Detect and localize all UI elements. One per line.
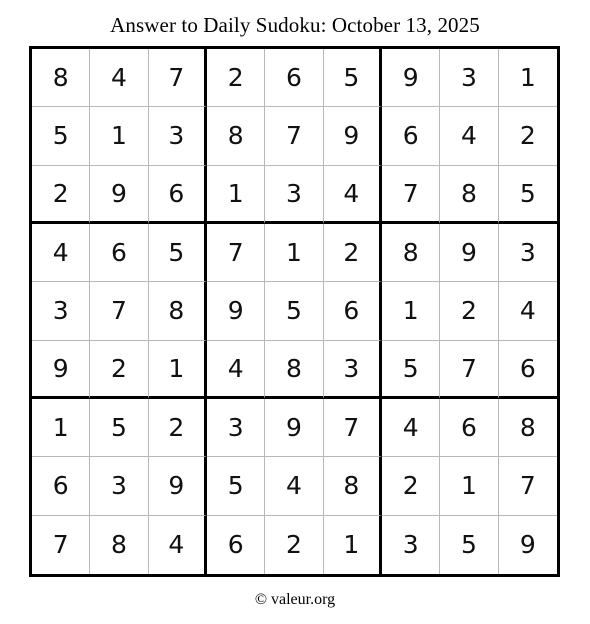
sudoku-cell: 9 <box>324 107 382 165</box>
sudoku-cell: 5 <box>207 457 265 515</box>
sudoku-cell: 7 <box>149 49 207 107</box>
sudoku-cell: 6 <box>149 166 207 224</box>
sudoku-cell: 7 <box>499 457 557 515</box>
sudoku-cell: 3 <box>440 49 498 107</box>
sudoku-cell: 2 <box>149 399 207 457</box>
sudoku-cell: 7 <box>265 107 323 165</box>
sudoku-cell: 9 <box>440 224 498 282</box>
sudoku-cell: 6 <box>207 516 265 574</box>
sudoku-cell: 8 <box>324 457 382 515</box>
footer <box>0 589 590 611</box>
sudoku-cell: 4 <box>499 282 557 340</box>
sudoku-cell: 6 <box>32 457 90 515</box>
sudoku-cell: 1 <box>382 282 440 340</box>
sudoku-cell: 4 <box>207 341 265 399</box>
sudoku-cell: 7 <box>324 399 382 457</box>
sudoku-cell: 8 <box>265 341 323 399</box>
sudoku-cell: 5 <box>32 107 90 165</box>
sudoku-cell: 7 <box>440 341 498 399</box>
sudoku-cell: 8 <box>207 107 265 165</box>
sudoku-cell: 9 <box>207 282 265 340</box>
sudoku-cell: 2 <box>499 107 557 165</box>
sudoku-cell: 7 <box>90 282 148 340</box>
sudoku-cell: 2 <box>207 49 265 107</box>
sudoku-cell: 4 <box>32 224 90 282</box>
sudoku-cell: 3 <box>382 516 440 574</box>
sudoku-cell: 6 <box>324 282 382 340</box>
sudoku-cell: 9 <box>32 341 90 399</box>
sudoku-cell: 1 <box>207 166 265 224</box>
sudoku-cell: 8 <box>32 49 90 107</box>
sudoku-cell: 9 <box>265 399 323 457</box>
sudoku-cell: 2 <box>90 341 148 399</box>
sudoku-cell: 2 <box>440 282 498 340</box>
sudoku-cell: 5 <box>265 282 323 340</box>
sudoku-cell: 7 <box>32 516 90 574</box>
site-link[interactable]: valeur.org <box>271 591 336 608</box>
sudoku-cell: 6 <box>382 107 440 165</box>
sudoku-cell: 9 <box>149 457 207 515</box>
sudoku-cell: 3 <box>207 399 265 457</box>
sudoku-cell: 4 <box>324 166 382 224</box>
sudoku-cell: 1 <box>499 49 557 107</box>
sudoku-cell: 6 <box>265 49 323 107</box>
sudoku-cell: 6 <box>90 224 148 282</box>
sudoku-cell: 3 <box>32 282 90 340</box>
sudoku-cell: 1 <box>324 516 382 574</box>
sudoku-cell: 5 <box>149 224 207 282</box>
sudoku-cell: 8 <box>149 282 207 340</box>
sudoku-cell: 9 <box>519 530 536 560</box>
page-title: Answer to Daily Sudoku: October 13, 2025 <box>110 13 480 37</box>
copyright-icon: © <box>254 591 267 608</box>
sudoku-cell: 1 <box>149 341 207 399</box>
sudoku-cell: 3 <box>499 224 557 282</box>
sudoku-cell: 1 <box>32 399 90 457</box>
sudoku-cell: 4 <box>382 399 440 457</box>
sudoku-cell: 5 <box>90 399 148 457</box>
sudoku-cell: 9 <box>90 166 148 224</box>
sudoku-cell: 4 <box>440 107 498 165</box>
sudoku-grid <box>32 49 557 574</box>
sudoku-cell: 1 <box>90 107 148 165</box>
sudoku-cell: 2 <box>382 457 440 515</box>
sudoku-cell: 8 <box>90 516 148 574</box>
sudoku-cell: 3 <box>90 457 148 515</box>
sudoku-cell: 5 <box>440 516 498 574</box>
sudoku-cell: 2 <box>324 224 382 282</box>
sudoku-cell: 2 <box>32 166 90 224</box>
sudoku-board <box>29 46 560 577</box>
sudoku-cell: 8 <box>440 166 498 224</box>
sudoku-cell: 6 <box>499 341 557 399</box>
sudoku-cell: 8 <box>499 399 557 457</box>
sudoku-cell: 5 <box>324 49 382 107</box>
sudoku-cell: 8 <box>382 224 440 282</box>
sudoku-cell: 9 <box>382 49 440 107</box>
sudoku-cell: 4 <box>149 516 207 574</box>
sudoku-cell: 1 <box>440 457 498 515</box>
sudoku-cell: 3 <box>324 341 382 399</box>
sudoku-cell: 5 <box>382 341 440 399</box>
sudoku-cell: 4 <box>265 457 323 515</box>
sudoku-cell: 1 <box>265 224 323 282</box>
sudoku-cell: 3 <box>149 107 207 165</box>
sudoku-cell: 2 <box>265 516 323 574</box>
sudoku-cell: 7 <box>207 224 265 282</box>
sudoku-cell: 6 <box>440 399 498 457</box>
sudoku-cell: 4 <box>90 49 148 107</box>
sudoku-cell: 5 <box>499 166 557 224</box>
sudoku-cell: 7 <box>382 166 440 224</box>
sudoku-cell: 3 <box>265 166 323 224</box>
